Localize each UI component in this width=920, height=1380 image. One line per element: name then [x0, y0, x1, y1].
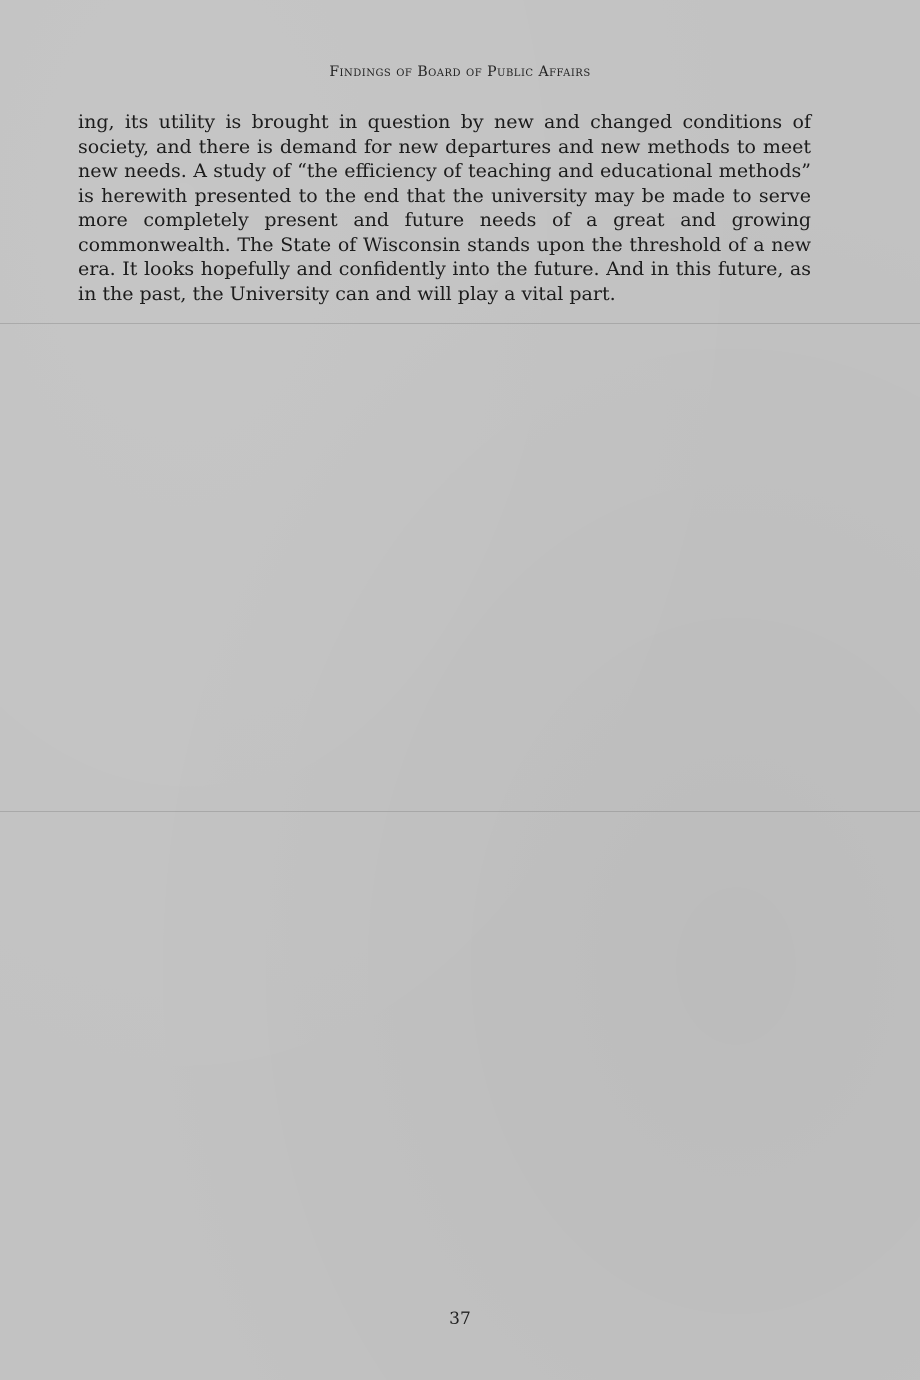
page-fold-line: [0, 811, 920, 812]
page-fold-line: [0, 323, 920, 324]
running-head: Findings of Board of Public Affairs: [329, 64, 591, 80]
page-number: 37: [449, 1309, 471, 1329]
body-paragraph: ing, its utility is brought in question by new and changed conditions of society, and there is demand for new departures and new methods to meet new needs. A study of “the efficiency of teaching and educational methods” is herewith presented to the end that the university may be made to serve more completely present and future needs of a great and growing commonwealth. The State of Wisconsin stands upon the threshold of a new era. It looks hopefully and confidently into the future. And in this future, as in the past, the University can and will play a vital part.: [78, 111, 811, 305]
